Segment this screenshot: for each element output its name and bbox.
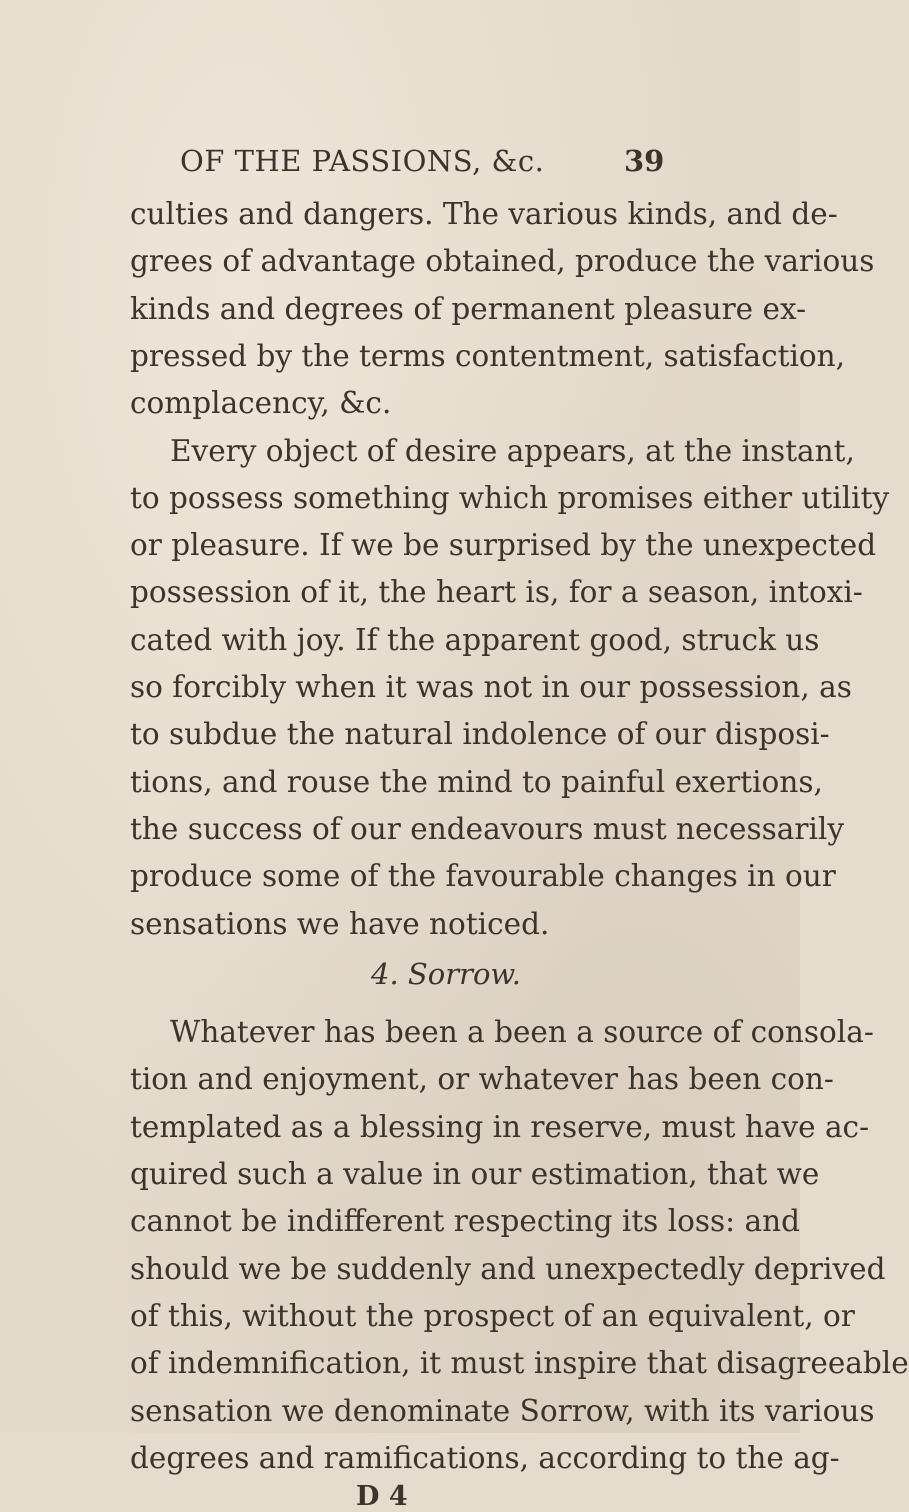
text-line: quired such a value in our estimation, that we <box>130 1157 820 1191</box>
text-line: should we be suddenly and unexpectedly deprived <box>130 1251 886 1286</box>
text-line: pressed by the terms contentment, satisfaction, <box>130 338 846 373</box>
section-heading: 4. Sorrow. <box>371 956 521 991</box>
text-line: tion and enjoyment, or whatever has been con- <box>130 1062 834 1097</box>
text-line: cannot be indifferent respecting its loss: and <box>130 1204 800 1239</box>
text-line: Whatever has been a been a source of consola- <box>170 1015 874 1050</box>
text-line: of this, without the prospect of an equivalent, or <box>130 1298 855 1333</box>
text-line: so forcibly when it was not in our possession, as <box>130 670 852 704</box>
text-line: cated with joy. If the apparent good, struck us <box>130 622 820 657</box>
text-line: the success of our endeavours must necessarily <box>130 811 844 846</box>
text-line: complacency, &c. <box>130 386 392 421</box>
text-line: templated as a blessing in reserve, must have ac- <box>130 1109 870 1144</box>
text-line: to subdue the natural indolence of our disposi- <box>130 717 830 752</box>
text-line: tions, and rouse the mind to painful exertions, <box>130 764 823 799</box>
page-number: 39 <box>624 144 665 178</box>
text-line: Every object of desire appears, at the instant, <box>170 433 855 468</box>
running-head: OF THE PASSIONS, &c. <box>180 144 545 178</box>
text-line: grees of advantage obtained, produce the various <box>130 244 875 279</box>
text-line: of indemnification, it must inspire that disagreeable <box>130 1346 909 1381</box>
text-line: possession of it, the heart is, for a season, intoxi- <box>130 575 863 610</box>
signature-mark: D 4 <box>356 1481 408 1512</box>
text-line: to possess something which promises either utility <box>130 480 890 515</box>
text-line: degrees and ramifications, according to the ag- <box>130 1440 840 1475</box>
text-line: produce some of the favourable changes in our <box>130 859 836 894</box>
text-line: kinds and degrees of permanent pleasure ex- <box>130 291 807 326</box>
text-line: culties and dangers. The various kinds, and de- <box>130 197 838 231</box>
text-line: or pleasure. If we be surprised by the unexpected <box>130 528 877 563</box>
text-line: sensations we have noticed. <box>130 906 550 941</box>
text-line: sensation we denominate Sorrow, with its various <box>130 1393 875 1428</box>
